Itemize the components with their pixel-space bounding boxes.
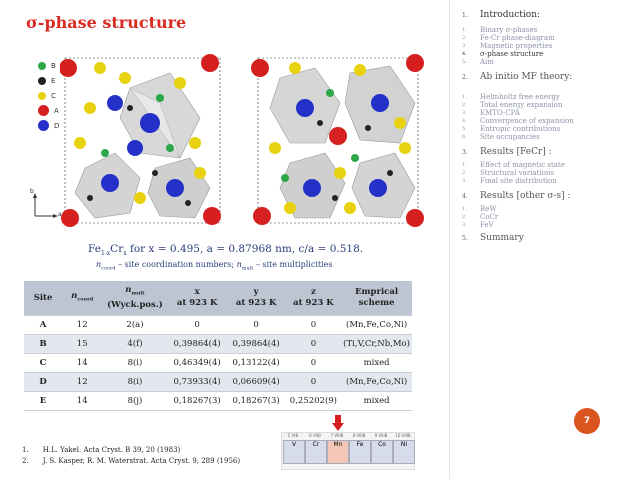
axes-indicator: [29, 190, 69, 220]
table-row: [24, 316, 412, 335]
header-ncoord-n: n: [71, 290, 78, 301]
cell-nmult: 2(a): [102, 316, 167, 335]
toc-sub-num: 4.: [462, 118, 467, 124]
cell-site: C: [24, 354, 62, 373]
note-n2-sub: mult: [241, 265, 254, 272]
note-n1-sub: coord: [101, 265, 116, 272]
toc-sub-label: Magnetic properties: [480, 42, 553, 50]
cell-x: 0,39864(4): [168, 335, 227, 354]
group-header: 7 VIIIB: [330, 433, 344, 438]
toc-sub-label: Effect of magnetic state: [480, 161, 565, 169]
toc-sub-num: 5.: [462, 59, 467, 65]
toc-item-results-fecr[interactable]: [462, 147, 638, 157]
cell-nmult: 8(i): [102, 373, 167, 392]
cell-x: 0,46349(4): [168, 354, 227, 373]
toc-num: 2.: [462, 74, 468, 81]
cell-site: A: [24, 316, 62, 335]
toc-sub-item[interactable]: [462, 213, 638, 221]
toc-sub-label: CoCr: [480, 213, 499, 221]
toc-label: Summary: [480, 233, 524, 243]
element-cell: [283, 440, 305, 464]
toc-sub-num: 2.: [462, 102, 467, 108]
page-number-badge: 7: [574, 408, 600, 434]
element-symbol: Ni: [400, 441, 408, 448]
toc-sub-num: 6.: [462, 134, 467, 140]
cell-z: 0: [286, 373, 342, 392]
table-row: [24, 335, 412, 354]
cell-z: 0: [286, 335, 342, 354]
legend-dot: [38, 92, 46, 100]
reference-item: [22, 455, 240, 466]
toc-sub-label: Fe-Cr phase-diagram: [480, 34, 555, 42]
red-arrow-icon: [332, 415, 344, 431]
header-x-2: at 923 K: [176, 298, 218, 308]
toc-sub-label: σ-phase structure: [480, 50, 544, 58]
element-symbol: Mn: [333, 441, 343, 448]
group-header: 8 VIIIB: [352, 433, 366, 438]
cell-scheme: (Mn,Fe,Co,Ni): [341, 373, 412, 392]
header-ncoord-sub: coord: [77, 296, 94, 303]
formula-cr: Cr: [110, 243, 124, 255]
toc-sub-item[interactable]: [462, 169, 638, 177]
cell-scheme: (Mn,Fe,Co,Ni): [341, 316, 412, 335]
toc-sub-num: 3.: [462, 110, 467, 116]
toc-sidebar: [462, 8, 638, 243]
cell-z: 0: [286, 316, 342, 335]
legend-label: B: [51, 61, 56, 70]
legend-dot: [38, 105, 49, 116]
toc-item-summary[interactable]: [462, 233, 638, 243]
references: [22, 444, 240, 466]
formula-line: [88, 243, 363, 257]
toc-sub-num: 3.: [462, 178, 467, 184]
element-symbol: V: [291, 441, 297, 448]
toc-sub-label: Convergence of expansion: [480, 117, 574, 125]
toc-label: Introduction:: [480, 10, 541, 20]
toc-num: 3.: [462, 149, 468, 156]
toc-sub-num: 1.: [462, 27, 467, 33]
toc-sub-label: Total energy expansion: [480, 101, 563, 109]
slide-title: σ-phase structure: [26, 13, 187, 32]
group-header: 9 VIIIB: [374, 433, 388, 438]
toc-sub-num: 1.: [462, 162, 467, 168]
toc-sub-item[interactable]: [462, 26, 638, 34]
legend-dot: [38, 77, 46, 85]
header-nmult-n: n: [125, 285, 132, 296]
header-z-1: z: [310, 287, 316, 297]
toc-sub-item[interactable]: [462, 205, 638, 213]
toc-sub-label: Site occupancies: [480, 133, 540, 141]
header-scheme-2: scheme: [358, 298, 395, 308]
header-nmult-sub: mult: [131, 290, 145, 297]
cell-x: 0,73933(4): [168, 373, 227, 392]
header-y-1: y: [253, 287, 259, 297]
cell-scheme: (Ti,V,Cr,Nb,Mo): [341, 335, 412, 354]
table-row: [24, 392, 412, 411]
toc-sub-item[interactable]: [462, 117, 638, 125]
table-row: [24, 354, 412, 373]
axis-label-b: b: [30, 188, 34, 195]
toc-sub-item[interactable]: [462, 93, 638, 101]
header-y-2: at 923 K: [235, 298, 277, 308]
toc-sub-num: 1.: [462, 206, 467, 212]
toc-label: Results [other σ-s] :: [480, 191, 571, 201]
toc-sub-label: Binary σ-phases: [480, 26, 538, 34]
toc-sub-item-active[interactable]: [462, 50, 638, 58]
header-x: [168, 281, 227, 316]
toc-sub-num: 1.: [462, 94, 467, 100]
reference-text: H.L. Yakel. Acta Cryst. B 39, 20 (1983): [42, 445, 181, 454]
toc-sub-num: 3.: [462, 222, 467, 228]
legend-dot: [38, 120, 49, 131]
element-symbol: Co: [378, 441, 386, 448]
notation-note: [96, 260, 333, 272]
cell-site: B: [24, 335, 62, 354]
toc-sub-item[interactable]: [462, 109, 638, 117]
cell-ncoord: 12: [62, 316, 102, 335]
element-cell: [327, 440, 349, 464]
toc-sub-item[interactable]: [462, 133, 638, 141]
legend-label: C: [51, 91, 56, 100]
cell-z: 0: [286, 354, 342, 373]
reference-num: 1.: [22, 445, 29, 454]
toc-num: 1.: [462, 12, 468, 19]
toc-num: 5.: [462, 235, 468, 242]
header-nmult-2: (Wyck.pos.): [107, 299, 163, 310]
formula-cr-sub: x: [123, 250, 127, 258]
toc-sub-num: 3.: [462, 43, 467, 49]
toc-sub-label: FeV: [480, 221, 494, 229]
element-symbol: Fe: [356, 441, 364, 448]
cell-z: 0,25202(9): [286, 392, 342, 411]
toc-sub-label: Helmholtz free energy: [480, 93, 560, 101]
toc-sub-label: ReW: [480, 205, 497, 213]
crystal-structure-right: [250, 48, 425, 228]
crystal-structure-left: [60, 48, 225, 228]
cell-ncoord: 14: [62, 354, 102, 373]
toc-item-results-other[interactable]: [462, 191, 638, 201]
toc-sub-item[interactable]: [462, 125, 638, 133]
legend-label: E: [51, 76, 56, 85]
toc-sub-item[interactable]: [462, 177, 638, 185]
header-scheme: [341, 281, 412, 316]
note-t2: – site multiplicities: [253, 260, 333, 269]
toc-label: Results [FeCr] :: [480, 147, 552, 157]
cell-site: E: [24, 392, 62, 411]
note-t1: – site coordination numbers;: [115, 260, 237, 269]
toc-sub-label: EMTO-CPA: [480, 109, 520, 117]
toc-sub-item[interactable]: [462, 101, 638, 109]
reference-num: 2.: [22, 456, 29, 465]
toc-sub-label: Entropic contributions: [480, 125, 561, 133]
toc-sub-label: Final site distribution: [480, 177, 557, 185]
cell-ncoord: 12: [62, 373, 102, 392]
header-site: Site: [24, 281, 62, 316]
reference-text: J. S. Kasper, R. M. Waterstrat. Acta Cryst. 9, 289 (1956): [42, 456, 241, 465]
header-z: [286, 281, 342, 316]
cell-x: 0,18267(3): [168, 392, 227, 411]
cell-ncoord: 14: [62, 392, 102, 411]
element-cell: [371, 440, 393, 464]
formula-fe-sub: 1-x: [100, 250, 111, 258]
toc-sub-item[interactable]: [462, 161, 638, 169]
header-z-2: at 923 K: [293, 298, 334, 308]
toc-sub-item[interactable]: [462, 221, 638, 229]
element-cell: [393, 440, 415, 464]
toc-sub-num: 2.: [462, 170, 467, 176]
element-cell: [349, 440, 371, 464]
cell-nmult: 4(f): [102, 335, 167, 354]
cell-nmult: 8(i): [102, 354, 167, 373]
legend-label: D: [54, 121, 60, 130]
toc-sub-item[interactable]: [462, 42, 638, 50]
table-row: [24, 373, 412, 392]
toc-sub-num: 5.: [462, 126, 467, 132]
wyckoff-table: [24, 281, 412, 411]
group-header: 10 VIIIB: [395, 433, 411, 438]
toc-sub-item[interactable]: [462, 34, 638, 42]
table-header-row: [24, 281, 412, 316]
cell-x: 0: [168, 316, 227, 335]
cell-site: D: [24, 373, 62, 392]
cell-y: 0,13122(4): [227, 354, 286, 373]
formula-rest: for x = 0.495, a = 0.87968 nm, c/a = 0.518.: [126, 243, 364, 255]
cell-y: 0,06609(4): [227, 373, 286, 392]
header-ncoord: [62, 281, 102, 316]
toc-item-introduction[interactable]: [462, 10, 638, 20]
toc-sub-label: Aim: [480, 58, 494, 66]
sidebar-divider: [449, 0, 450, 479]
cell-ncoord: 15: [62, 335, 102, 354]
legend-dot: [38, 62, 46, 70]
axis-label-a: a: [58, 211, 62, 218]
cell-scheme: mixed: [341, 392, 412, 411]
legend-label: A: [54, 106, 59, 115]
cell-scheme: mixed: [341, 354, 412, 373]
group-header: 6 VIIB: [309, 433, 321, 438]
element-cell: [305, 440, 327, 464]
formula-fe: Fe: [88, 243, 101, 255]
note-n2: n: [236, 260, 242, 269]
toc-label: Ab initio MF theory:: [480, 72, 573, 82]
toc-sub-num: 2.: [462, 214, 467, 220]
group-header: 5 VIB: [287, 433, 299, 438]
element-symbol: Cr: [312, 441, 320, 448]
cell-y: 0: [227, 316, 286, 335]
header-nmult: [102, 281, 167, 316]
toc-num: 4.: [462, 193, 468, 200]
toc-sub-label: Structural variations: [480, 169, 554, 177]
cell-y: 0,18267(3): [227, 392, 286, 411]
header-scheme-1: Emprical: [355, 287, 399, 297]
cell-nmult: 8(j): [102, 392, 167, 411]
note-n1: n: [96, 260, 102, 269]
reference-item: [22, 444, 240, 455]
cell-y: 0,39864(4): [227, 335, 286, 354]
toc-sub-num: 2.: [462, 35, 467, 41]
periodic-table-snippet: [281, 432, 415, 470]
toc-sub-item[interactable]: [462, 58, 638, 66]
header-x-1: x: [194, 287, 200, 297]
header-y: [227, 281, 286, 316]
toc-sub-num: 4.: [462, 51, 467, 57]
toc-item-ab-initio[interactable]: [462, 72, 638, 82]
